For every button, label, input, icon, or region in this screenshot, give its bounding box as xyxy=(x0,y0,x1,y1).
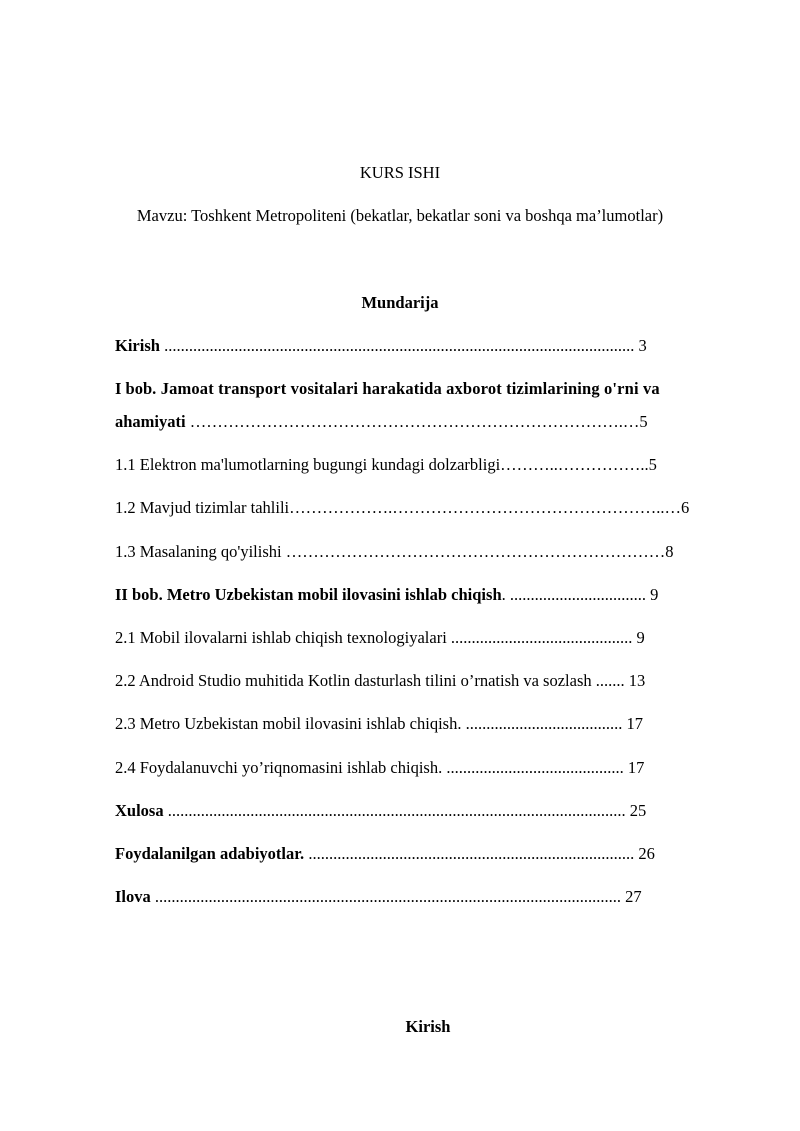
toc-entry-2-2[interactable]: 2.2 Android Studio muhitida Kotlin dasturlash tilini o’rnatish va sozlash ....... 13 xyxy=(115,671,646,690)
toc-entry-kirish[interactable] xyxy=(115,336,647,356)
toc-title: Mundarija xyxy=(361,293,439,312)
toc-entry-xulosa[interactable] xyxy=(115,801,646,821)
toc-entry-1-1[interactable]: 1.1 Elektron ma'lumotlarning bugungi kundagi dolzarbligi………..……………..5 xyxy=(115,455,657,474)
toc-entry-adabiyotlar[interactable] xyxy=(115,844,655,864)
section-heading-kirish: Kirish xyxy=(405,1017,451,1036)
toc-entry-1-2[interactable]: 1.2 Mavjud tizimlar tahlili……………….…………………………………………..…6 xyxy=(115,498,690,517)
toc-entry-label-continued: . Jamoat transport vositalari harakatida axborot tizimlarining o'rni va xyxy=(152,379,660,398)
document-type: KURS ISHI xyxy=(359,163,441,182)
toc-entry-leader: ............................................................................... 26 xyxy=(304,844,655,863)
toc-entry-label: Ilova xyxy=(115,887,151,906)
toc-entry-label: Foydalanilgan adabiyotlar. xyxy=(115,844,305,863)
toc-entry-leader: .................................................................................................................. 3 xyxy=(159,336,647,355)
toc-entry-2-1[interactable]: 2.1 Mobil ilovalarni ishlab chiqish texnologiyalari ............................................ 9 xyxy=(115,628,645,647)
toc-entry-label: Kirish xyxy=(115,336,160,355)
toc-entry-2-4[interactable]: 2.4 Foydalanuvchi yo’riqnomasini ishlab chiqish. ........................................... 17 xyxy=(115,758,645,777)
toc-entry-leader: ............................................................................................................... 25 xyxy=(163,801,647,820)
document-topic: Mavzu: Toshkent Metropoliteni (bekatlar, bekatlar soni va boshqa ma’lumotlar) xyxy=(136,206,664,225)
toc-entry-ilova[interactable] xyxy=(115,887,642,907)
toc-entry-chapter-2[interactable] xyxy=(115,585,658,605)
toc-entry-label: ahamiyati xyxy=(115,412,186,431)
toc-entry-leader: …………………………………………………………………….…5 xyxy=(185,412,648,431)
toc-entry-2-3[interactable]: 2.3 Metro Uzbekistan mobil ilovasini ishlab chiqish. ...................................... 17 xyxy=(115,714,643,733)
toc-entry-leader: . ................................. 9 xyxy=(501,585,659,604)
toc-entry-1-3[interactable]: 1.3 Masalaning qo'yilishi ……………………………………………………………8 xyxy=(115,542,674,561)
toc-entry-label: II bob. Metro Uzbekistan mobil ilovasini ishlab chiqish xyxy=(115,585,502,604)
toc-entry-chapter-1-cont[interactable] xyxy=(115,412,648,432)
toc-entry-label: I bob xyxy=(115,379,153,398)
toc-entry-leader: ................................................................................................................. 27 xyxy=(150,887,642,906)
toc-entry-label: Xulosa xyxy=(115,801,164,820)
toc-entry-chapter-1[interactable] xyxy=(115,379,660,399)
